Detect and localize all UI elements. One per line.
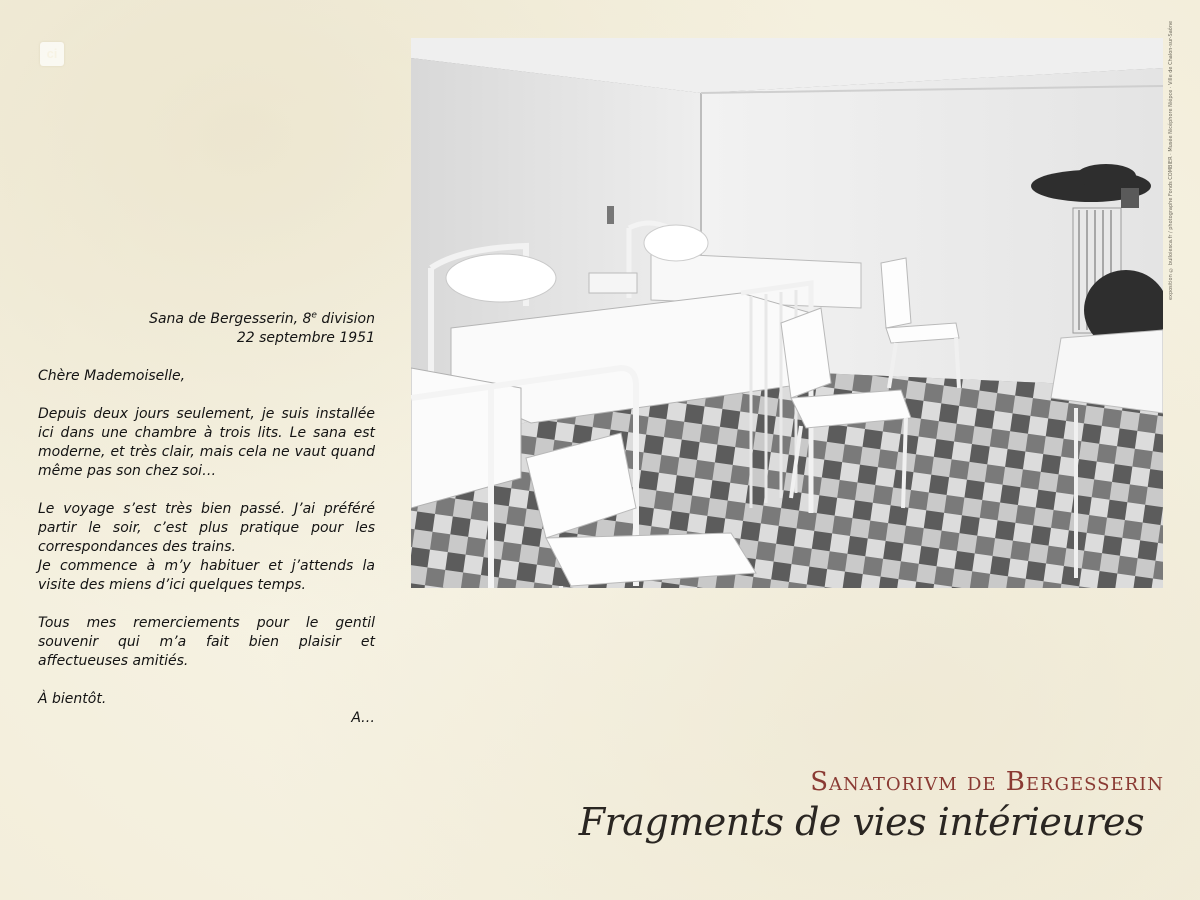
letter-date: 22 septembre 1951 bbox=[236, 330, 375, 346]
exhibition-subtitle: Fragments de vies intérieures bbox=[578, 800, 1144, 844]
letter-paragraph-2a: Le voyage s’est très bien passé. J’ai préféré partir le soir, c’est plus pratique pour les correspondances des trains. bbox=[38, 501, 375, 555]
letter-signature: A… bbox=[351, 710, 375, 726]
exhibition-logo: ci bbox=[40, 42, 64, 66]
letter-paragraph-2b: Je commence à m’y habituer et j’attends la visite des miens d’ici quelques temps. bbox=[38, 558, 375, 593]
letter-closing: À bientôt. bbox=[38, 691, 107, 707]
letter-paragraph-3: Tous mes remerciements pour le gentil souvenir qui m’a fait bien plaisir et affectueuses amitiés. bbox=[38, 615, 375, 669]
letter-salutation: Chère Mademoiselle, bbox=[38, 368, 186, 384]
letter-place: Sana de Bergesserin, 8e division bbox=[149, 310, 375, 327]
exhibition-title: Sanatorivm de Bergesserin bbox=[810, 767, 1164, 797]
letter-text bbox=[38, 310, 375, 728]
letter-paragraph-1: Depuis deux jours seulement, je suis installée ici dans une chambre à trois lits. Le sana est moderne, et très clair, mais cela ne vaut quand même pas son chez soi… bbox=[38, 406, 375, 479]
photo-credit: exposition © bulloiesca.fr / photographe Fonds COMBIER · Musée Nicéphore Niépce · Ville de Chalon-sur-Saône bbox=[1168, 20, 1174, 300]
sanatorium-room-photo bbox=[411, 38, 1163, 588]
